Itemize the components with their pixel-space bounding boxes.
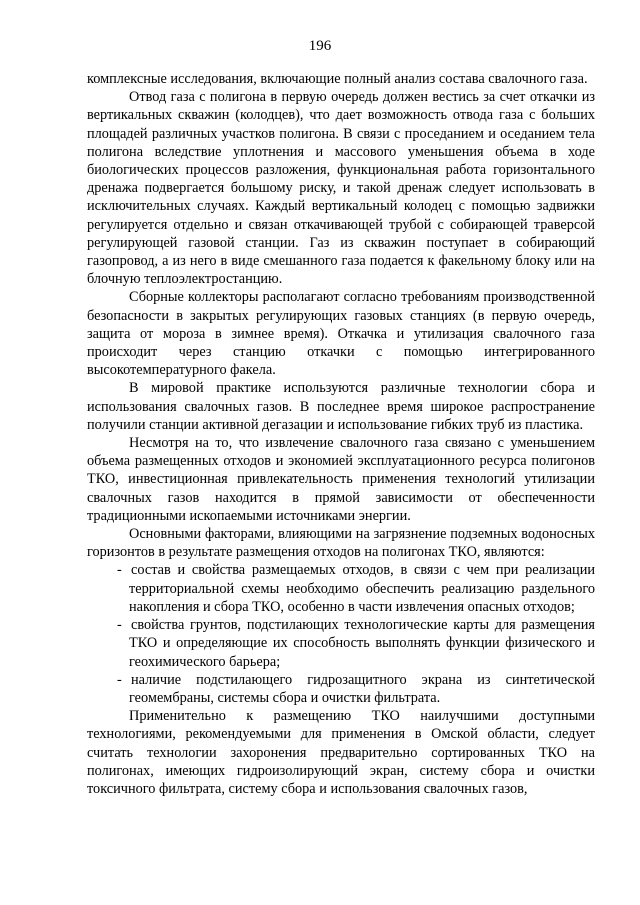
paragraph-best-technologies: Применительно к размещению ТКО наилучшими доступными технологиями, рекомендуемыми для применения в Омской области, следует считать технологии захоронения предварительно сортированных ТКО на полигонах, имеющих гидроизолирующий экран, систему сбора и очистки токсичного фильтрата, систему сбора и использования свалочных газов, bbox=[87, 708, 595, 797]
page-body bbox=[87, 70, 595, 798]
dash-marker: - bbox=[117, 562, 122, 579]
list-item-waste-composition bbox=[87, 561, 595, 616]
paragraph-world-practice: В мировой практике используются различные технологии сбора и использования свалочных газов. В последнее время широкое распространение получили станции активной дегазации и использование гибких труб из пластика. bbox=[87, 380, 595, 433]
dash-marker: - bbox=[117, 671, 122, 688]
paragraph-continuation: комплексные исследования, включающие полный анализ состава свалочного газа. bbox=[87, 71, 588, 87]
list-item-soil-properties bbox=[87, 616, 595, 671]
paragraph-gas-removal: Отвод газа с полигона в первую очередь должен вестись за счет откачки из вертикальных скважин (колодцев), что дает возможность отвода газа с больших площадей различных участков полигона. В связи с проседанием и оседанием тела полигона вследствие уплотнения и массового уменьшения объема в ходе биологических процессов разложения, функциональная работа горизонтального дренажа подвергается большому риску, и такой дренаж следует использовать в исключительных случаях. Каждый вертикальный колодец с помощью задвижки регулируется отдельно и связан откачивающей трубой с собирающей траверсой регулирующей газовой станции. Газ из скважин поступает в собирающий газопровод, а из него в виде смешанного газа подается к факельному блоку или на блочную теплоэлектростанцию. bbox=[87, 89, 595, 288]
page-number: 196 bbox=[308, 38, 332, 54]
paragraph-investment: Несмотря на то, что извлечение свалочного газа связано с уменьшением объема размещенных отходов и экономией эксплуатационного ресурса полигонов ТКО, инвестиционная привлекательность применения технологий утилизации свалочных газов находится в прямой зависимости от обеспеченности традиционными ископаемыми источниками энергии. bbox=[87, 435, 595, 524]
paragraph-collectors: Сборные коллекторы располагают согласно требованиям производственной безопасности в закрытых регулирующих газовых станциях (в первую очередь, защита от мороза в зимнее время). Откачка и утилизация свалочного газа происходит через станцию откачки с помощью интегрированного высокотемпературного факела. bbox=[87, 289, 595, 379]
list-item-text: свойства грунтов, подстилающих технологические карты для размещения ТКО и определяющие их способность выполнять функции физического и геохимического барьера; bbox=[129, 617, 595, 670]
paragraph-factors-intro: Основными факторами, влияющими на загрязнение подземных водоносных горизонтов в результате размещения отходов на полигонах ТКО, являются: bbox=[87, 526, 595, 561]
dash-marker: - bbox=[117, 617, 122, 634]
list-item-text: состав и свойства размещаемых отходов, в связи с чем при реализации территориальной схемы необходимо обеспечить реализацию раздельного накопления и сбора ТКО, особенно в части извлечения опасных отходов; bbox=[129, 562, 595, 615]
list-item-text: наличие подстилающего гидрозащитного экрана из синтетической геомембраны, системы сбора и очистки фильтрата. bbox=[129, 671, 595, 706]
list-item-geomembrane bbox=[87, 671, 595, 707]
